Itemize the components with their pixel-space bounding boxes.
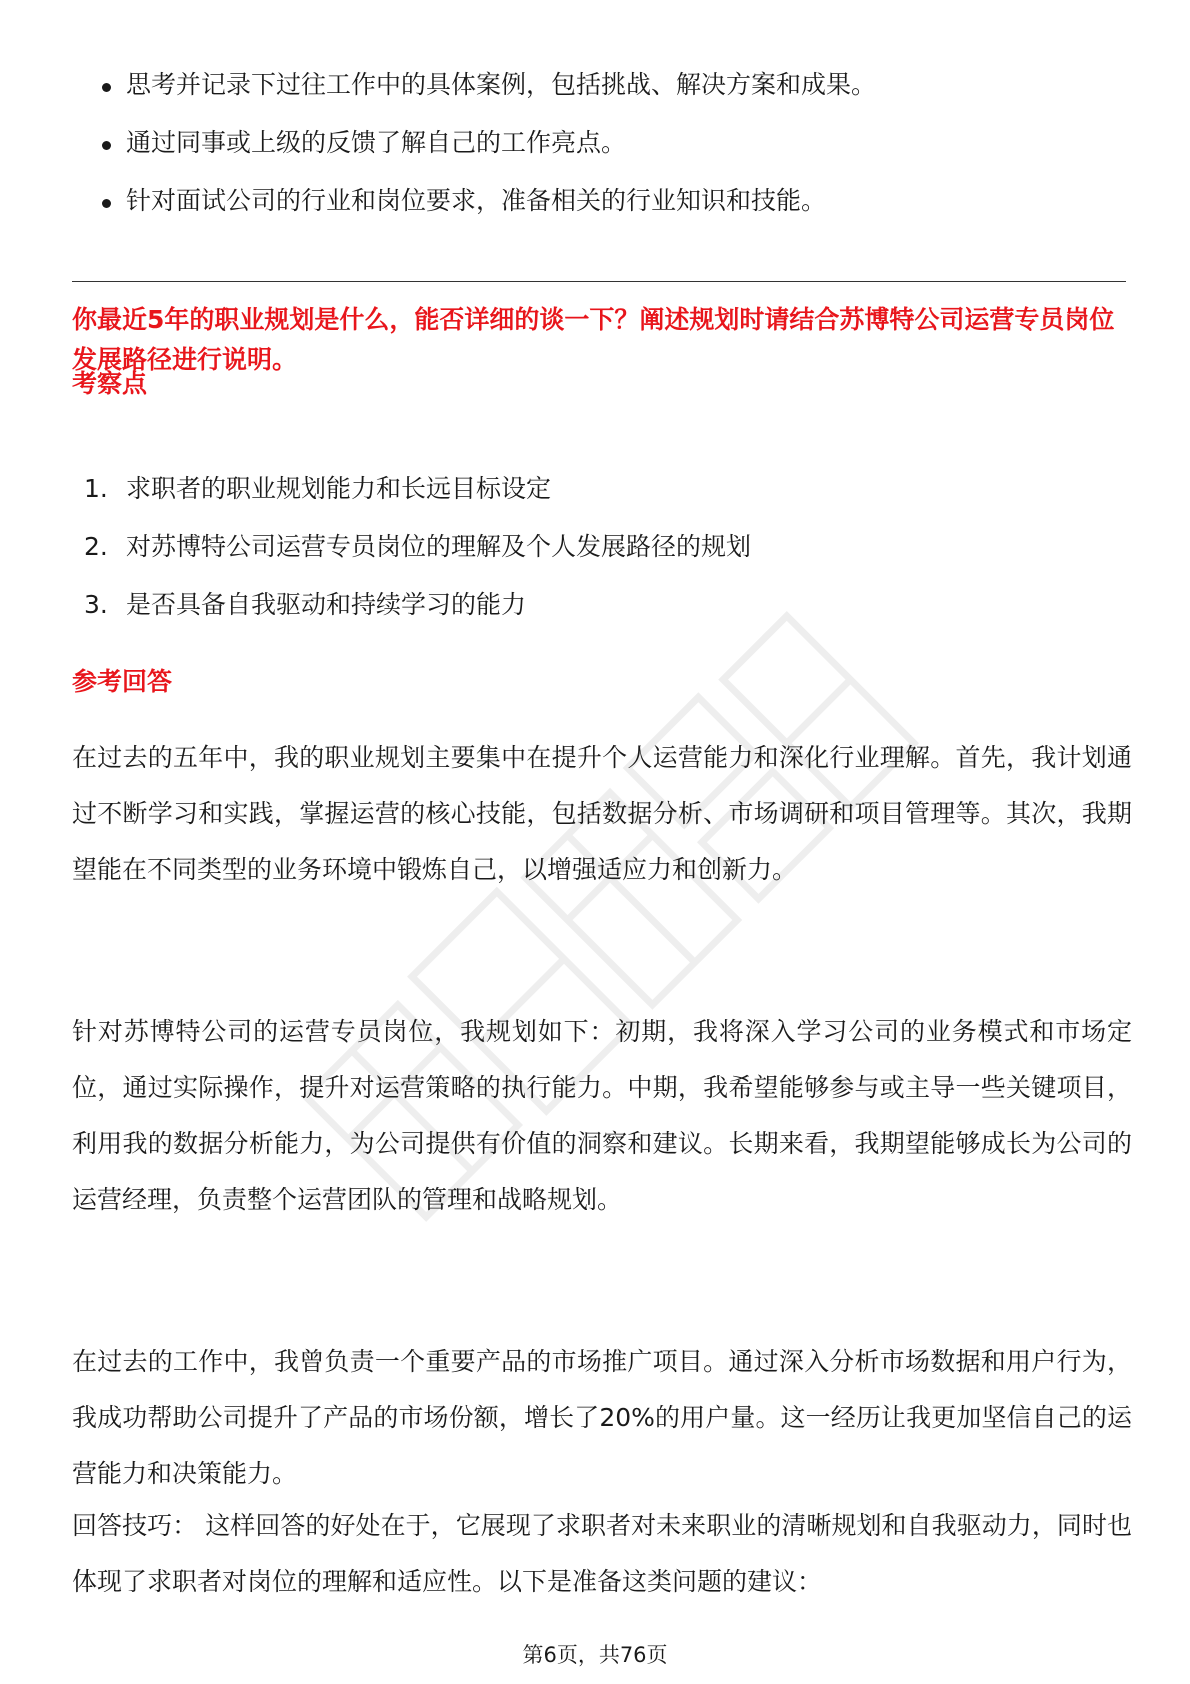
exam-points-heading: 考察点 — [72, 369, 148, 398]
item-number: 1. — [84, 474, 108, 503]
list-item — [72, 584, 1122, 642]
list-item — [72, 122, 1122, 180]
exam-points-list — [72, 468, 1122, 642]
bullet-text: 通过同事或上级的反馈了解自己的工作亮点。 — [126, 128, 627, 157]
bullet-text: 针对面试公司的行业和岗位要求，准备相关的行业知识和技能。 — [126, 186, 827, 215]
item-text: 对苏博特公司运营专员岗位的理解及个人发展路径的规划 — [126, 532, 752, 561]
reference-answer-heading: 参考回答 — [72, 667, 173, 696]
question-heading: 你最近5年的职业规划是什么，能否详细的谈一下？阐述规划时请结合苏博特公司运营专员岗位发展路径进行说明。 — [72, 305, 1115, 374]
list-item — [72, 526, 1122, 584]
section-divider — [72, 281, 1126, 282]
item-number: 2. — [84, 532, 108, 561]
answer-tips-paragraph: 回答技巧： 这样回答的好处在于，它展现了求职者对未来职业的清晰规划和自我驱动力，同时也体现了求职者对岗位的理解和适应性。以下是准备这类问题的建议： — [72, 1511, 1132, 1596]
list-item — [72, 468, 1122, 526]
bullet-dot — [102, 199, 111, 208]
answer-paragraph: 在过去的工作中，我曾负责一个重要产品的市场推广项目。通过深入分析市场数据和用户行为，我成功帮助公司提升了产品的市场份额，增长了20%的用户量。这一经历让我更加坚信自己的运营能力和决策能力。 — [72, 1347, 1132, 1488]
answer-paragraph: 针对苏博特公司的运营专员岗位，我规划如下：初期，我将深入学习公司的业务模式和市场定位，通过实际操作，提升对运营策略的执行能力。中期，我希望能够参与或主导一些关键项目，利用我的数据分析能力，为公司提供有价值的洞察和建议。长期来看，我期望能够成长为公司的运营经理，负责整个运营团队的管理和战略规划。 — [72, 1017, 1132, 1214]
answer-paragraph: 在过去的五年中，我的职业规划主要集中在提升个人运营能力和深化行业理解。首先，我计划通过不断学习和实践，掌握运营的核心技能，包括数据分析、市场调研和项目管理等。其次，我期望能在不同类型的业务环境中锻炼自己，以增强适应力和创新力。 — [72, 743, 1132, 884]
bullet-text: 思考并记录下过往工作中的具体案例，包括挑战、解决方案和成果。 — [126, 70, 877, 99]
item-text: 是否具备自我驱动和持续学习的能力 — [126, 590, 527, 619]
item-number: 3. — [84, 590, 108, 619]
list-item — [72, 64, 1122, 122]
top-bullet-list — [72, 64, 1122, 238]
item-text: 求职者的职业规划能力和长远目标设定 — [126, 474, 552, 503]
bullet-dot — [102, 141, 111, 150]
bullet-dot — [102, 83, 111, 92]
page-footer: 第6页，共76页 — [522, 1643, 668, 1667]
list-item — [72, 180, 1122, 238]
